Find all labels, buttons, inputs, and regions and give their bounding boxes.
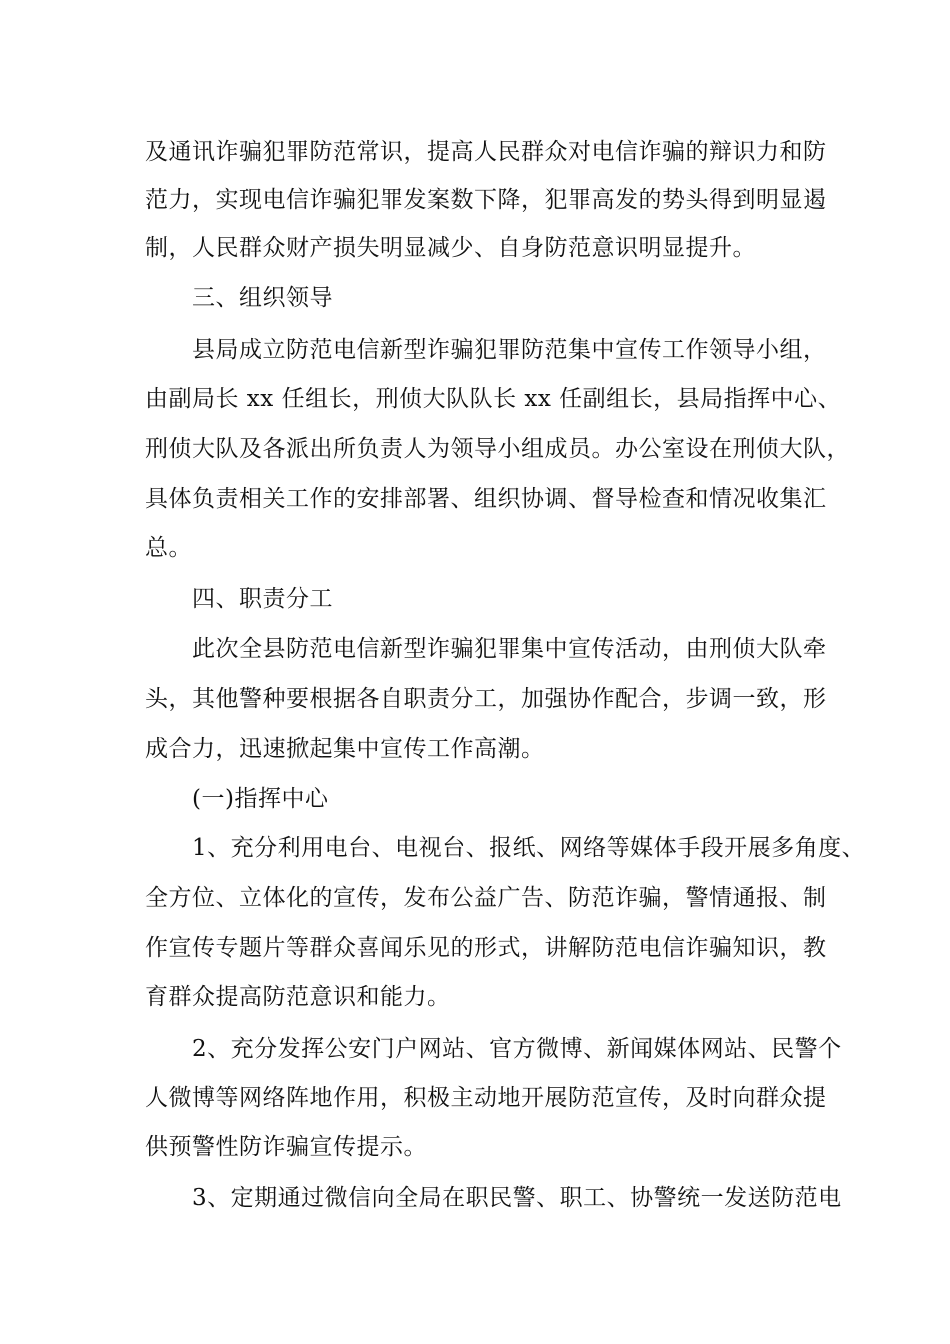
body-text-line: 由副局长 xx 任组长，刑侦大队队长 xx 任副组长，县局指挥中心、 [145,386,842,412]
body-text-line: 供预警性防诈骗宣传提示。 [145,1134,427,1160]
body-text-line: 头，其他警种要根据各自职责分工，加强协作配合，步调一致，形 [145,686,827,712]
body-text-line: 人微博等网络阵地作用，积极主动地开展防范宣传，及时向群众提 [145,1085,827,1111]
body-text-line: 制，人民群众财产损失明显减少、自身防范意识明显提升。 [145,235,756,261]
body-text-line: 1、充分利用电台、电视台、报纸、网络等媒体手段开展多角度、 [192,835,866,861]
body-text-line: 总。 [145,535,192,561]
subsection-heading: (一)指挥中心 [192,786,329,812]
body-text-line: 2、充分发挥公安门户网站、官方微博、新闻媒体网站、民警个 [192,1036,842,1062]
section-heading: 四、职责分工 [192,586,333,612]
body-text-line: 3、定期通过微信向全局在职民警、职工、协警统一发送防范电 [192,1185,842,1211]
body-text-line: 育群众提高防范意识和能力。 [145,984,451,1010]
body-text-line: 刑侦大队及各派出所负责人为领导小组成员。办公室设在刑侦大队， [145,436,850,462]
body-text-line: 范力，实现电信诈骗犯罪发案数下降，犯罪高发的势头得到明显遏 [145,187,827,213]
body-text-line: 此次全县防范电信新型诈骗犯罪集中宣传活动，由刑侦大队牵 [192,636,827,662]
body-text-line: 作宣传专题片等群众喜闻乐见的形式，讲解防范电信诈骗知识，教 [145,935,827,961]
body-text-line: 成合力，迅速掀起集中宣传工作高潮。 [145,736,545,762]
section-heading: 三、组织领导 [192,285,333,311]
body-text-line: 全方位、立体化的宣传，发布公益广告、防范诈骗，警情通报、制 [145,885,827,911]
body-text-line: 县局成立防范电信新型诈骗犯罪防范集中宣传工作领导小组， [192,337,827,363]
body-text-line: 具体负责相关工作的安排部署、组织协调、督导检查和情况收集汇 [145,486,827,512]
body-text-line: 及通讯诈骗犯罪防范常识，提高人民群众对电信诈骗的辩识力和防 [145,139,827,165]
